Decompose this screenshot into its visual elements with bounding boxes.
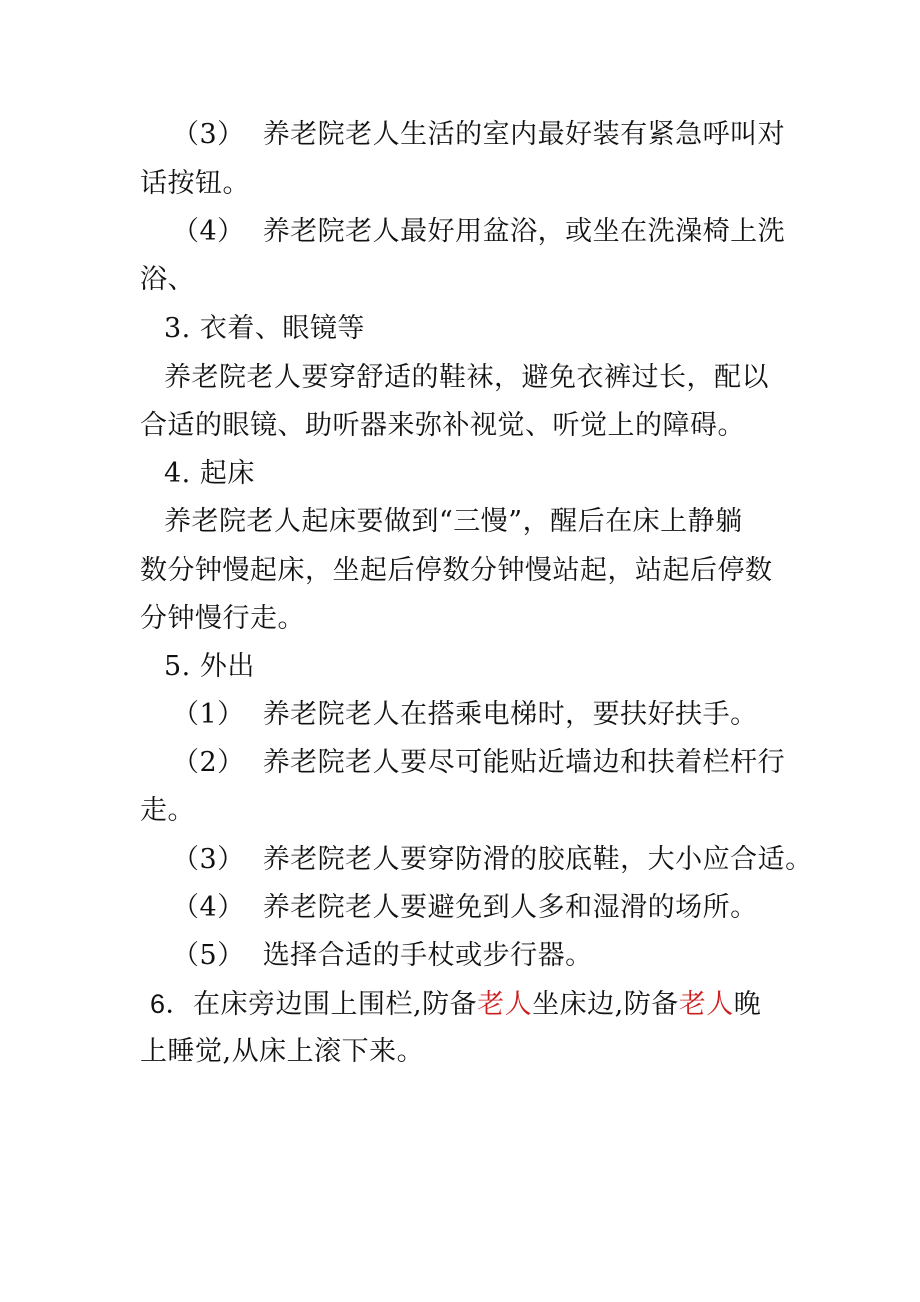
- list-item-3-line1: [172, 117, 832, 153]
- item-text: 养老院老人要避免到人多和湿滑的场所。: [262, 892, 758, 923]
- item-marker: （1）: [172, 699, 245, 730]
- item-6-text-c: 晚: [733, 989, 762, 1020]
- list-item-5-2-line1: [172, 745, 832, 781]
- paragraph-4-line2: 数分钟慢起床，坐起后停数分钟慢站起，站起后停数: [140, 555, 773, 586]
- paragraph-4-line1: 养老院老人起床要做到“三慢”，醒后在床上静躺: [164, 506, 743, 537]
- list-item-5-2-line2: 走。: [140, 795, 195, 826]
- item-marker: （3）: [172, 119, 245, 150]
- item-text: 养老院老人在搭乘电梯时，要扶好扶手。: [262, 699, 758, 730]
- item-6-number: 6．: [150, 989, 194, 1019]
- section-heading-5: 5. 外出: [164, 651, 255, 682]
- item-text: 养老院老人生活的室内最好装有紧急呼叫对: [262, 119, 786, 150]
- list-item-5-3: [172, 842, 832, 878]
- section-heading-3: 3. 衣着、眼镜等: [164, 313, 365, 344]
- list-item-5-1: [172, 697, 832, 733]
- highlight-elderly: 老人: [678, 989, 734, 1020]
- item-6-text-b: 坐床边,防备: [532, 989, 679, 1020]
- section-heading-4: 4. 起床: [164, 458, 255, 489]
- item-6-line2: 上睡觉,从床上滚下来。: [140, 1036, 425, 1067]
- list-item-4-line2: 浴、: [140, 264, 195, 295]
- item-marker: （5）: [172, 940, 245, 971]
- list-item-5-4: [172, 890, 832, 926]
- item-text: 养老院老人最好用盆浴，或坐在洗澡椅上洗: [262, 216, 786, 247]
- list-item-4-line1: [172, 214, 832, 250]
- paragraph-4-line3: 分钟慢行走。: [140, 603, 305, 634]
- item-marker: （2）: [172, 747, 245, 778]
- item-6-text-a: 在床旁边围上围栏,防备: [193, 989, 478, 1020]
- item-marker: （4）: [172, 216, 245, 247]
- list-item-3-line2: 话按钮。: [140, 168, 250, 199]
- item-marker: （3）: [172, 844, 245, 875]
- item-6-line1: [150, 986, 810, 1023]
- item-text: 选择合适的手杖或步行器。: [262, 940, 593, 971]
- paragraph-3-line2: 合适的眼镜、助听器来弥补视觉、听觉上的障碍。: [140, 410, 745, 441]
- item-text: 养老院老人要尽可能贴近墙边和扶着栏杆行: [262, 747, 786, 778]
- item-text: 养老院老人要穿防滑的胶底鞋，大小应合适。: [262, 844, 813, 875]
- paragraph-3-line1: 养老院老人要穿舒适的鞋袜，避免衣裤过长，配以: [164, 362, 769, 393]
- highlight-elderly: 老人: [477, 989, 533, 1020]
- list-item-5-5: [172, 938, 832, 974]
- item-marker: （4）: [172, 892, 245, 923]
